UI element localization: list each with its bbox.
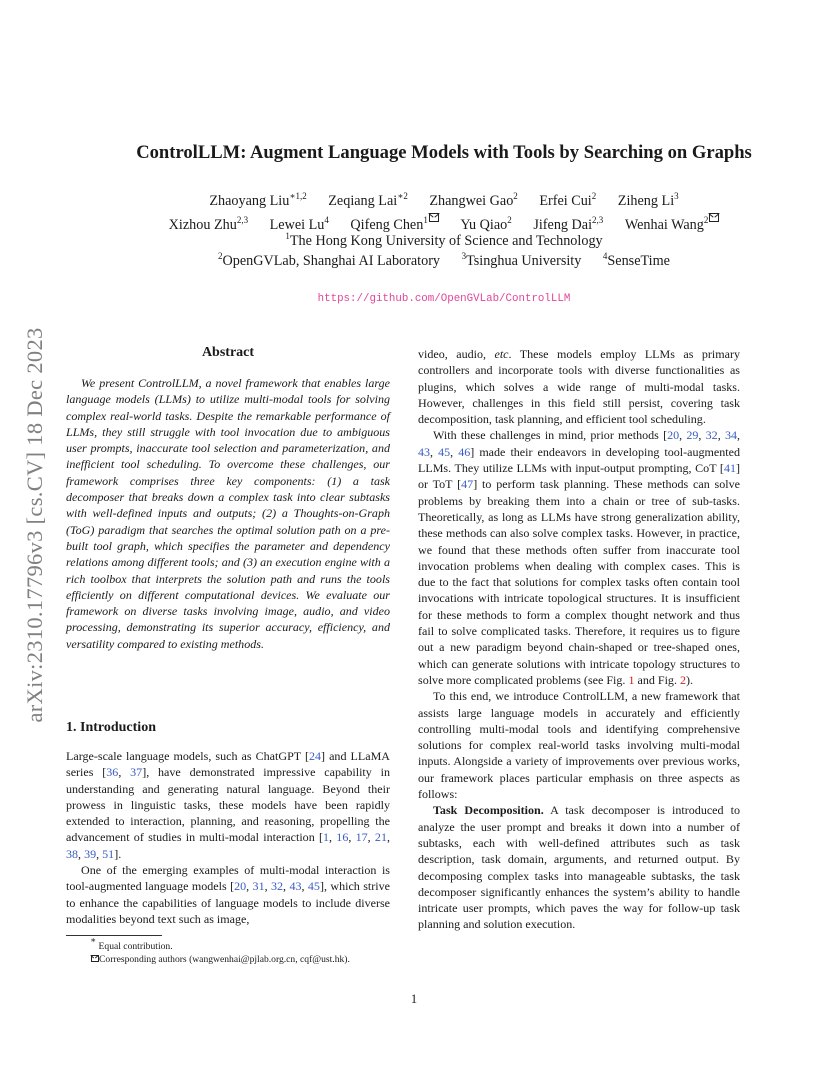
citation-link[interactable]: 21 (374, 830, 387, 845)
affiliation: $^2$OpenGVLab, Shanghai AI Laboratory (218, 251, 441, 269)
citation-link[interactable]: 29 (686, 428, 699, 443)
citation-link[interactable]: 24 (308, 749, 322, 763)
section-heading-introduction: 1. Introduction (66, 720, 156, 735)
affiliation: $^4$SenseTime (602, 251, 670, 269)
right-column (418, 346, 740, 933)
footnote-divider (66, 935, 162, 936)
envelope-icon (429, 213, 439, 222)
affiliation-line-2 (60, 253, 828, 270)
author: Zeqiang Lai$^{∗2}$ (328, 191, 408, 209)
citation-link[interactable]: 36 (106, 765, 119, 780)
intro-paragraph-2: One of the emerging examples of multi-modal interaction is tool-augmented language models [20, 31, 32, 43, 45], which strive to enhance the capabilities of language models to include diverse modalities beyond text such as image, (66, 863, 390, 926)
citation-link[interactable]: 16 (336, 830, 349, 845)
code-link[interactable]: https://github.com/OpenGVLab/ControlLLM (317, 293, 571, 305)
citation-link[interactable]: 43 (289, 879, 302, 894)
envelope-icon (91, 955, 99, 962)
citation-link[interactable]: 45 (307, 879, 320, 894)
intro-paragraph-1: Large-scale language models, such as ChatGPT [24] and LLaMA series [36, 37], have demonstrated impressive capability in understanding and generating natural language. Beyond their prowess in linguistic tasks, these models have been rapidly extended to interaction, planning, and reasoning, propelling the advancement of studies in multi-modal interaction [1, 16, 17, 21, 38, 39, 51]. (66, 749, 390, 861)
authors-line-1 (60, 193, 828, 210)
paper-title: ControlLLM: Augment Language Models with Tools by Searching on Graphs (136, 142, 752, 163)
author: Zhaoyang Liu$^{∗1,2}$ (209, 191, 307, 209)
envelope-icon (709, 213, 719, 222)
citation-link[interactable]: 32 (705, 428, 718, 443)
citation-link[interactable]: 45 (438, 444, 451, 459)
citation-link[interactable]: 20 (667, 428, 680, 443)
citation-link[interactable]: 43 (418, 444, 431, 459)
affiliation: $^3$Tsinghua University (461, 251, 582, 269)
right-paragraph-2: With these challenges in mind, prior methods [20, 29, 32, 34, 43, 45, 46] made their endeavors in developing tool-augmented LLMs. They utilize LLMs with input-output prompting, CoT [41] or ToT [47] to perform task planning. These methods can solve problems by breaking them into a chain or tree of sub-tasks. Theoretically, as long as LLMs have strong generalization ability, these methods can also solve complex tasks. However, in practice, we found that these methods often suffer from inaccurate tool invocation problems when dealing with complex cases. This is due to the fact that solutions for complex tasks often contain tool invocations with intricate topological structures. It is insufficient for these methods to form a complex thought network and thus fail to solve complicated tasks. Therefore, it requires us to figure out a new paradigm beyond chain-shaped or tree-shaped ones, which can generate solutions with intricate topology structures to solve more complicated problems (see Fig. 1 and Fig. 2). (418, 428, 741, 687)
abstract-text: We present ControlLLM, a novel framework that enables large language models (LLMs) to utilize multi-modal tools for solving complex real-world tasks. Despite the remarkable performance of LLMs, they still struggle with tool invocation due to ambiguous user prompts, inaccurate tool selection and parameterization, and inefficient tool scheduling. To overcome these challenges, our framework comprises three key components: (1) a task decomposer that breaks down a complex task into clear subtasks with well-defined inputs and outputs; (2) a Thoughts-on-Graph (ToG) paradigm that searches the optimal solution path on a pre-built tool graph, which specifies the parameter and dependency relations among different tools; and (3) an execution engine with a rich toolbox that interprets the solution path and runs the tools efficiently on different computational devices. We evaluate our framework on diverse tasks involving image, audio, and video processing, demonstrating its superior accuracy, efficiency, and versatility compared to existing methods. (66, 376, 390, 651)
authors-line-2 (60, 213, 828, 234)
author: Xizhou Zhu$^{2,3}$ (168, 215, 249, 233)
figure-link[interactable]: 1 (628, 672, 635, 687)
right-paragraph-3: To this end, we introduce ControlLLM, a new framework that assists large language models in accurately and efficiently controlling multi-modal tools and identifying comprehensive solutions for complex real-world tasks involving multi-modal inputs. Alongside a variety of improvements over previous works, our framework places particular emphasis on three aspects as follows: (418, 689, 740, 802)
author: Erfei Cui$^2$ (539, 191, 597, 209)
author: Zhangwei Gao$^2$ (429, 191, 518, 209)
page-number: 1 (410, 992, 418, 1006)
citation-link[interactable]: 39 (84, 846, 97, 861)
author: Lewei Lu$^4$ (269, 215, 329, 233)
intro-left-column (66, 748, 390, 927)
abstract-heading: Abstract (201, 345, 255, 360)
citation-link[interactable]: 20 (234, 879, 247, 894)
footnote-equal-contribution: ∗ Equal contribution. (90, 935, 173, 952)
citation-link[interactable]: 17 (355, 830, 368, 845)
citation-link[interactable]: 34 (724, 428, 737, 443)
citation-link[interactable]: 41 (723, 461, 736, 476)
abstract-body (66, 375, 390, 652)
citation-link[interactable]: 37 (130, 765, 143, 780)
footnote-corresponding: Corresponding authors (wangwenhai@pjlab.org.cn, cqf@ust.hk). (90, 953, 430, 966)
citation-link[interactable]: 32 (271, 879, 284, 894)
right-paragraph-1: video, audio, etc. These models employ LLMs as primary controllers and incorporate tools with diverse functionalities as plugins, which solves a wide range of multi-modal tasks. However, challenges in this field still persist, covering task decomposition, task planning, and efficient tool scheduling. (418, 347, 741, 427)
affiliation-line-1: $^1$The Hong Kong University of Science and Technology (285, 231, 603, 249)
author: Qifeng Chen$^1$ (350, 217, 438, 233)
author: Yu Qiao$^2$ (460, 215, 512, 233)
figure-link[interactable]: 2 (679, 672, 687, 687)
right-paragraph-4: Task Decomposition. A task decomposer is introduced to analyze the user prompt and breaks it down into a number of subtasks, each with well-defined attributes such as task description, task domain, arguments, and returned output. By decomposing complex tasks into manageable subtasks, the task decomposer significantly enhances the system’s ability to handle intricate user prompts, which paves the way for follow-up task planning and solution execution. (418, 803, 740, 932)
citation-link[interactable]: 51 (102, 846, 115, 861)
author: Wenhai Wang$^2$ (625, 217, 720, 233)
citation-link[interactable]: 31 (252, 879, 265, 894)
citation-link[interactable]: 1 (323, 830, 330, 845)
author: Ziheng Li$^3$ (617, 191, 679, 209)
citation-link[interactable]: 38 (66, 846, 79, 861)
citation-link[interactable]: 46 (458, 444, 471, 459)
arxiv-id: arXiv:2310.17796v3 [cs.CV] 18 Dec 2023 (22, 327, 47, 723)
citation-link[interactable]: 47 (461, 477, 474, 492)
author: Jifeng Dai$^{2,3}$ (533, 215, 604, 233)
arxiv-sidebar-stamp (22, 285, 48, 765)
